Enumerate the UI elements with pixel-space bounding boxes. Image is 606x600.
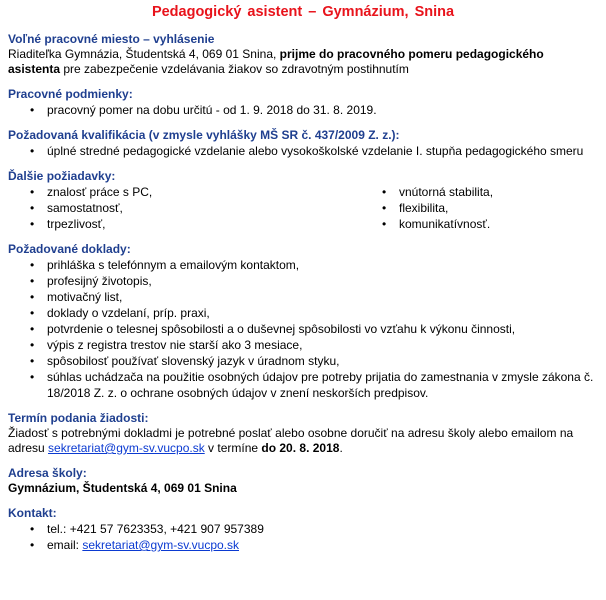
other-requirements-col2 bbox=[360, 184, 606, 232]
deadline-email-link[interactable]: sekretariat@gym-sv.vucpo.sk bbox=[48, 441, 205, 455]
documents-section bbox=[8, 242, 598, 401]
documents-list bbox=[8, 257, 598, 401]
list-item: • úplné stredné pedagogické vzdelanie alebo vysokoškolské vzdelanie I. stupňa pedagogického smeru bbox=[30, 143, 598, 159]
conditions-heading: Pracovné podmienky: bbox=[8, 87, 133, 101]
other-requirements-col1 bbox=[8, 184, 360, 232]
contact-email-link[interactable]: sekretariat@gym-sv.vucpo.sk bbox=[82, 538, 240, 552]
list-item: • znalosť práce s PC, bbox=[30, 184, 360, 200]
contact-list bbox=[8, 521, 598, 553]
list-item: • prihláška s telefónnym a emailovým kontaktom, bbox=[30, 257, 598, 273]
deadline-text-middle: v termíne bbox=[204, 441, 262, 455]
deadline-text-after: . bbox=[339, 441, 343, 455]
contact-email-label: email: bbox=[47, 538, 83, 552]
contact-phone-item bbox=[30, 521, 598, 537]
list-item: • súhlas uchádzača na použitie osobných údajov pre potreby prijatia do zamestnania v zmysle zákona č. 18/2018 Z. z. o ochrane osobných údajov v znení neskorších predpisov. bbox=[30, 369, 598, 401]
list-item: • vnútorná stabilita, bbox=[382, 184, 606, 200]
conditions-section bbox=[8, 87, 598, 118]
vacancy-section bbox=[8, 32, 598, 77]
qualification-list bbox=[8, 143, 598, 159]
other-requirements-columns bbox=[8, 184, 598, 232]
contact-heading: Kontakt: bbox=[8, 506, 57, 520]
vacancy-heading: Voľné pracovné miesto – vyhlásenie bbox=[8, 32, 215, 46]
conditions-list bbox=[8, 102, 598, 118]
list-item: • komunikatívnosť. bbox=[382, 216, 606, 232]
list-item: • spôsobilosť používať slovenský jazyk v úradnom styku, bbox=[30, 353, 598, 369]
contact-phone-label: tel.: bbox=[47, 522, 70, 536]
other-requirements-section bbox=[8, 169, 598, 232]
deadline-text bbox=[8, 426, 598, 456]
contact-section bbox=[8, 506, 598, 553]
vacancy-text bbox=[8, 47, 598, 77]
qualification-heading: Požadovaná kvalifikácia (v zmysle vyhlášky MŠ SR č. 437/2009 Z. z.): bbox=[8, 128, 400, 142]
vacancy-text-bold: prijme do pracovného pomeru pedagogického asistenta bbox=[8, 47, 544, 76]
other-requirements-heading: Ďalšie požiadavky: bbox=[8, 169, 116, 183]
list-item: • motivačný list, bbox=[30, 289, 598, 305]
list-item: • flexibilita, bbox=[382, 200, 606, 216]
list-item: • doklady o vzdelaní, príp. praxi, bbox=[30, 305, 598, 321]
contact-phone: +421 57 7623353, +421 907 957389 bbox=[69, 522, 264, 536]
vacancy-text-after: pre zabezpečenie vzdelávania žiakov so zdravotným postihnutím bbox=[60, 62, 409, 76]
page-title: Pedagogický asistent – Gymnázium, Snina bbox=[151, 4, 455, 20]
deadline-text-before: Žiadosť s potrebnými dokladmi je potrebné poslať alebo osobne doručiť na adresu školy alebo emailom na adresu bbox=[8, 426, 574, 455]
documents-heading: Požadované doklady: bbox=[8, 242, 131, 256]
list-item: • výpis z registra trestov nie starší ako 3 mesiace, bbox=[30, 337, 598, 353]
list-item: • potvrdenie o telesnej spôsobilosti a o duševnej spôsobilosti vo vzťahu k výkonu činnosti, bbox=[30, 321, 598, 337]
deadline-heading: Termín podania žiadosti: bbox=[8, 411, 149, 425]
qualification-section bbox=[8, 128, 598, 159]
list-item: • profesijný životopis, bbox=[30, 273, 598, 289]
list-item: • trpezlivosť, bbox=[30, 216, 360, 232]
vacancy-text-before: Riaditeľka Gymnázia, Študentská 4, 069 01 Snina, bbox=[8, 47, 280, 61]
address-text: Gymnázium, Študentská 4, 069 01 Snina bbox=[8, 481, 237, 495]
list-item: • pracovný pomer na dobu určitú - od 1. 9. 2018 do 31. 8. 2019. bbox=[30, 102, 598, 118]
contact-email-item bbox=[30, 537, 598, 553]
deadline-date: do 20. 8. 2018 bbox=[261, 441, 340, 455]
address-section bbox=[8, 466, 598, 496]
deadline-section bbox=[8, 411, 598, 456]
address-heading: Adresa školy: bbox=[8, 466, 87, 480]
list-item: • samostatnosť, bbox=[30, 200, 360, 216]
